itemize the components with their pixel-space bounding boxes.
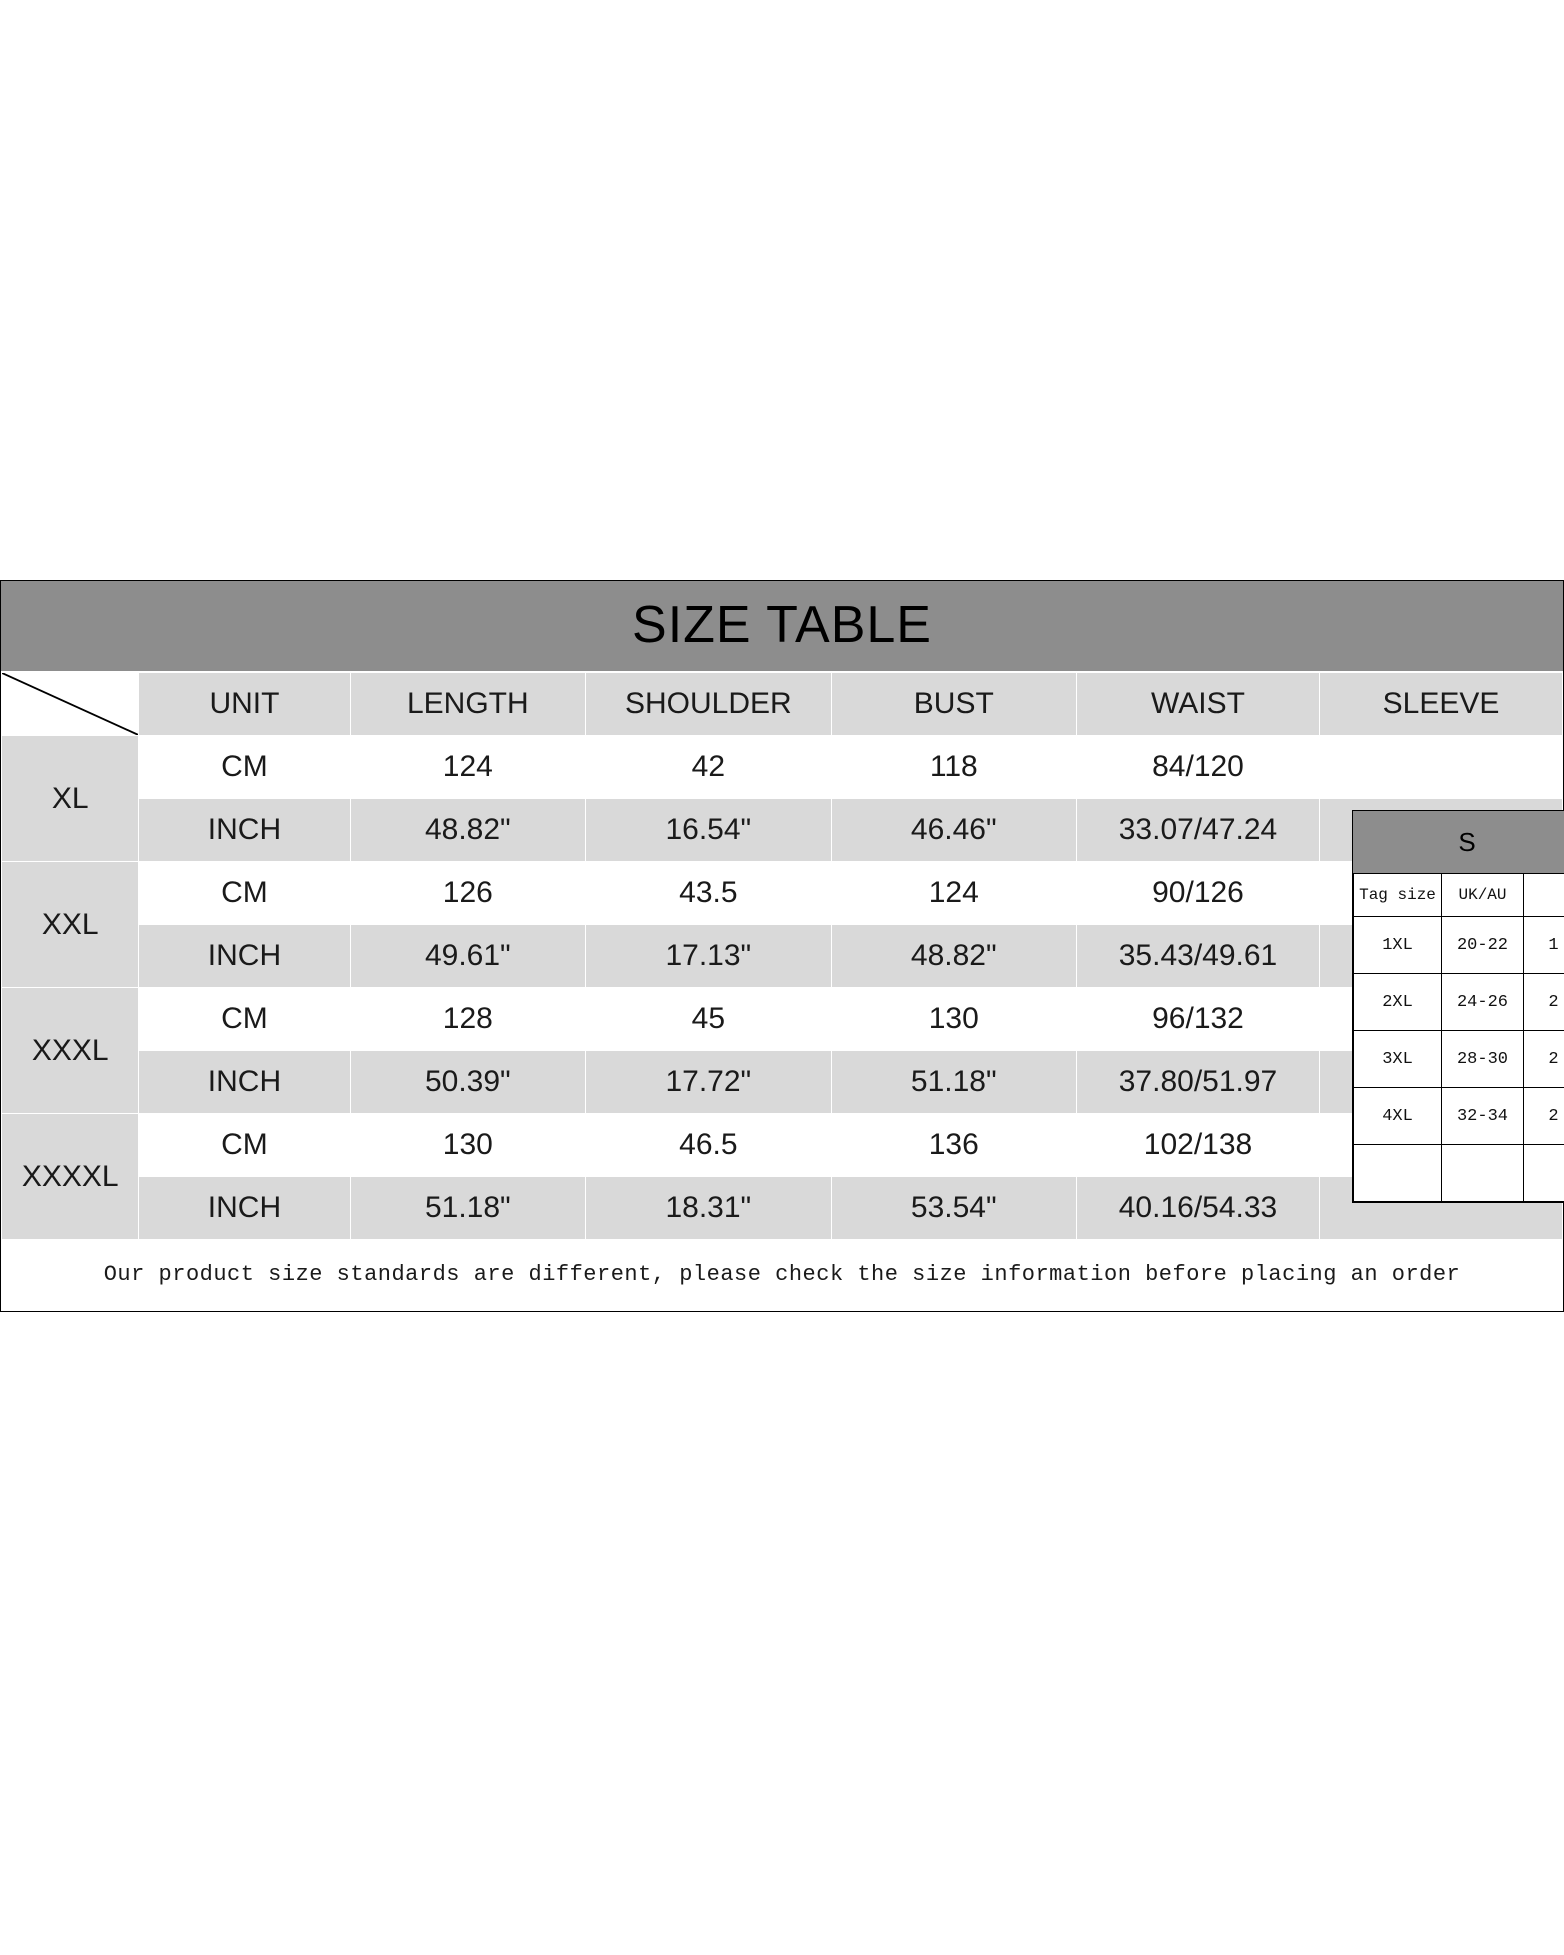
cell-length: 124 [350,736,586,799]
cell-unit: INCH [139,799,350,862]
cell-shoulder: 17.13" [586,925,831,988]
diagonal-line-icon [2,673,138,735]
table-row [2,1051,1563,1114]
tag-cell-size: 2XL [1354,974,1442,1031]
cell-waist: 40.16/54.33 [1077,1177,1320,1240]
tag-cell-ukau: 32-34 [1442,1088,1524,1145]
tag-cell-ukau: 28-30 [1442,1031,1524,1088]
size-table-title: SIZE TABLE [1,581,1563,672]
cell-length: 50.39" [350,1051,586,1114]
cell-waist: 33.07/47.24 [1077,799,1320,862]
cell-waist: 102/138 [1077,1114,1320,1177]
cell-shoulder: 45 [586,988,831,1051]
tag-header-third [1524,874,1564,917]
cell-waist: 96/132 [1077,988,1320,1051]
tag-header-uk-au: UK/AU [1442,874,1524,917]
table-header-row [2,673,1563,736]
cell-length: 130 [350,1114,586,1177]
tag-cell-size: 1XL [1354,917,1442,974]
cell-bust: 130 [831,988,1076,1051]
tag-cell-third: 2 [1524,974,1564,1031]
cell-waist: 90/126 [1077,862,1320,925]
size-table-footnote: Our product size standards are different, please check the size information before placing an order [1,1240,1563,1311]
cell-shoulder: 43.5 [586,862,831,925]
header-bust: BUST [831,673,1076,736]
cell-bust: 53.54" [831,1177,1076,1240]
cell-length: 128 [350,988,586,1051]
table-row [2,988,1563,1051]
cell-shoulder: 46.5 [586,1114,831,1177]
table-row [1354,974,1564,1031]
tag-table-header-row [1354,874,1564,917]
size-table-card [0,580,1564,1312]
size-label-xxl: XXL [2,862,139,988]
tag-cell-size [1354,1145,1442,1202]
cell-unit: CM [139,988,350,1051]
cell-length: 51.18" [350,1177,586,1240]
tag-size-overlay-card [1352,810,1564,1203]
cell-sleeve [1319,736,1562,799]
cell-waist: 37.80/51.97 [1077,1051,1320,1114]
tag-size-overlay-title: S [1353,811,1564,873]
cell-unit: INCH [139,925,350,988]
tag-cell-third [1524,1145,1564,1202]
table-row [1354,1088,1564,1145]
cell-unit: CM [139,736,350,799]
cell-bust: 136 [831,1114,1076,1177]
table-row [2,799,1563,862]
table-row [2,1177,1563,1240]
cell-bust: 48.82" [831,925,1076,988]
tag-cell-third: 2 [1524,1031,1564,1088]
table-row [2,862,1563,925]
cell-bust: 124 [831,862,1076,925]
tag-cell-ukau: 20-22 [1442,917,1524,974]
table-row [2,1114,1563,1177]
header-waist: WAIST [1077,673,1320,736]
table-row [1354,1031,1564,1088]
cell-length: 49.61" [350,925,586,988]
corner-diagonal-cell [2,673,139,736]
tag-size-table [1353,873,1564,1202]
cell-bust: 46.46" [831,799,1076,862]
cell-length: 48.82" [350,799,586,862]
header-shoulder: SHOULDER [586,673,831,736]
cell-shoulder: 17.72" [586,1051,831,1114]
cell-waist: 35.43/49.61 [1077,925,1320,988]
table-row [1354,917,1564,974]
cell-shoulder: 16.54" [586,799,831,862]
header-length: LENGTH [350,673,586,736]
table-row [2,736,1563,799]
cell-unit: INCH [139,1177,350,1240]
tag-cell-ukau [1442,1145,1524,1202]
tag-cell-size: 3XL [1354,1031,1442,1088]
cell-shoulder: 18.31" [586,1177,831,1240]
tag-header-tag-size: Tag size [1354,874,1442,917]
size-table [1,672,1563,1240]
tag-cell-size: 4XL [1354,1088,1442,1145]
cell-unit: INCH [139,1051,350,1114]
size-label-xl: XL [2,736,139,862]
header-sleeve: SLEEVE [1319,673,1562,736]
table-row [2,925,1563,988]
cell-bust: 118 [831,736,1076,799]
size-label-xxxxl: XXXXL [2,1114,139,1240]
tag-cell-third: 2 [1524,1088,1564,1145]
tag-cell-third: 1 [1524,917,1564,974]
tag-cell-ukau: 24-26 [1442,974,1524,1031]
header-unit: UNIT [139,673,350,736]
table-row [1354,1145,1564,1202]
cell-waist: 84/120 [1077,736,1320,799]
cell-shoulder: 42 [586,736,831,799]
size-label-xxxl: XXXL [2,988,139,1114]
cell-length: 126 [350,862,586,925]
cell-bust: 51.18" [831,1051,1076,1114]
cell-unit: CM [139,862,350,925]
cell-unit: CM [139,1114,350,1177]
